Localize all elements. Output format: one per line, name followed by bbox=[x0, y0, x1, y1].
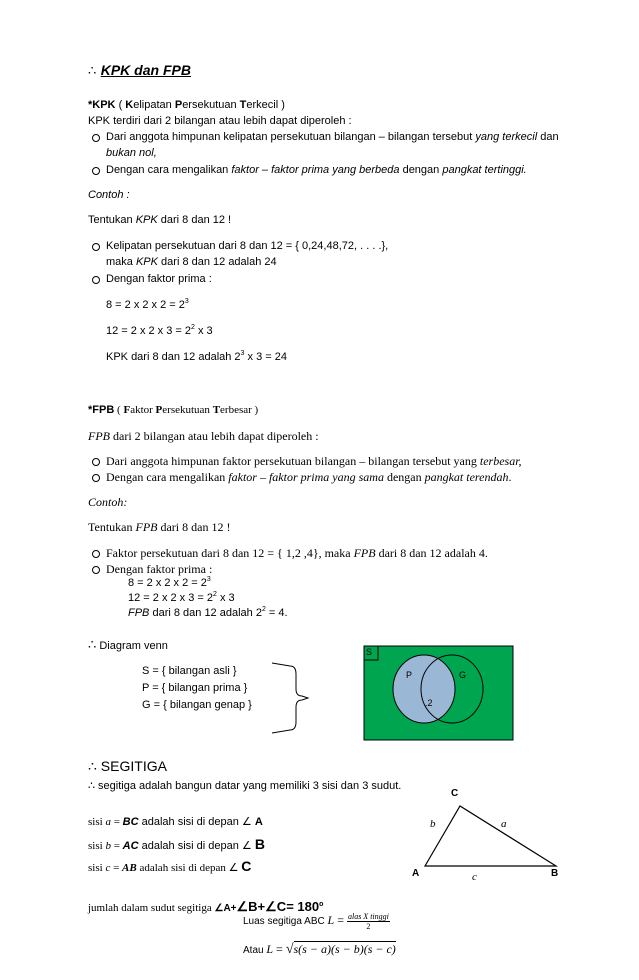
fpb-result: FPB dari 8 dan 12 adalah $2^2 = 4$. bbox=[128, 606, 288, 619]
bullet-icon bbox=[92, 566, 100, 574]
therefore-symbol: ∴ bbox=[88, 637, 97, 652]
kpk-factor-8: 8 = 2 x 2 x $2 = 2^3$ bbox=[106, 298, 189, 311]
side-b-label: b bbox=[430, 818, 436, 830]
circle-p bbox=[393, 655, 455, 723]
bullet-icon bbox=[92, 243, 100, 251]
vertex-b: B bbox=[551, 868, 559, 879]
triangle-shape bbox=[425, 806, 556, 866]
kpk-definition: *KPK ( Kelipatan Persekutuan Terkecil ) bbox=[88, 99, 285, 111]
kpk-bullet-2: Dengan cara mengalikan faktor – faktor prima yang berbeda dengan pangkat tertinggi. bbox=[106, 164, 527, 176]
segitiga-side-a: sisi a = BC adalah sisi di depan ∠ A bbox=[88, 816, 263, 828]
venn-set-s: S = { bilangan asli } bbox=[142, 665, 237, 677]
bullet-icon bbox=[92, 134, 100, 142]
fpb-bullet-1: Dari anggota himpunan faktor persekutuan bilangan – bilangan tersebut yang terbesar, bbox=[106, 454, 522, 468]
bullet-icon bbox=[92, 276, 100, 284]
segitiga-definition: ∴ segitiga adalah bangun datar yang memiliki 3 sisi dan 3 sudut. bbox=[88, 780, 402, 792]
fpb-contoh: Contoh: bbox=[88, 495, 128, 509]
bullet-icon bbox=[92, 474, 100, 482]
bullet-icon bbox=[92, 550, 100, 558]
kpk-heading bbox=[88, 62, 191, 80]
segitiga-side-b: sisi b = AC adalah sisi di depan ∠ B bbox=[88, 836, 265, 852]
kpk-bullet-1-line2: bukan nol, bbox=[106, 147, 157, 159]
kpk-factor-12: 12 = 2 x 2 x $3 = 2^2$ x 3 bbox=[106, 324, 213, 337]
therefore-symbol: ∴ bbox=[88, 63, 97, 78]
side-a-label: a bbox=[501, 818, 507, 830]
fpb-example-1: Faktor persekutuan dari 8 dan 12 = { 1,2 ,4}, maka FPB dari 8 dan 12 adalah 4. bbox=[106, 546, 488, 560]
segitiga-side-c: sisi c = AB adalah sisi di depan ∠ C bbox=[88, 858, 252, 874]
kpk-example-1: Kelipatan persekutuan dari 8 dan 12 = { 0,24,48,72, . . . .}, bbox=[106, 240, 389, 252]
fpb-definition: *FPB ( Faktor Persekutuan Terbesar ) bbox=[88, 404, 259, 416]
fpb-intro: FPB dari 2 bilangan atau lebih dapat diperoleh : bbox=[88, 429, 319, 443]
kpk-title: KPK dan FPB bbox=[100, 62, 191, 78]
venn-set-p: P = { bilangan prima } bbox=[142, 682, 248, 694]
kpk-bullet-1: Dari anggota himpunan kelipatan persekutuan bilangan – bilangan tersebut yang terkecil dan bbox=[106, 131, 559, 143]
venn-diagram bbox=[260, 640, 520, 745]
venn-set-g: G = { bilangan genap } bbox=[142, 699, 252, 711]
kpk-intro: KPK terdiri dari 2 bilangan atau lebih dapat diperoleh : bbox=[88, 115, 352, 127]
sqrt-icon: √ bbox=[285, 942, 294, 957]
therefore-symbol: ∴ bbox=[88, 758, 97, 774]
venn-heading: ∴ Diagram venn bbox=[88, 637, 168, 652]
bullet-icon bbox=[92, 167, 100, 175]
venn-label-s: S bbox=[366, 647, 373, 657]
venn-label-p: P bbox=[406, 670, 413, 680]
fpb-bullet-2: Dengan cara mengalikan faktor – faktor prima yang sama dengan pangkat terendah. bbox=[106, 470, 512, 484]
kpk-contoh: Contoh : bbox=[88, 189, 130, 201]
vertex-a: A bbox=[412, 868, 420, 879]
brace-shape bbox=[272, 663, 308, 733]
vertex-c: C bbox=[451, 788, 459, 799]
venn-label-g: G bbox=[459, 670, 467, 680]
heron-formula: Atau L = √s(s − a)(s − b)(s − c) bbox=[243, 942, 396, 957]
side-c-label: c bbox=[472, 871, 477, 883]
fpb-soal: Tentukan FPB dari 8 dan 12 ! bbox=[88, 520, 231, 534]
kpk-example-1-line2: maka KPK dari 8 dan 12 adalah 24 bbox=[106, 256, 277, 268]
luas-fraction: alas X tinggi 2 bbox=[347, 912, 389, 931]
fpb-factor-12: 12 = 2 x 2 x $3 = 2^2$ x 3 bbox=[128, 591, 235, 604]
fpb-factor-8: 8 = 2 x 2 x $2 = 2^3$ bbox=[128, 576, 211, 589]
segitiga-heading: ∴ SEGITIGA bbox=[88, 758, 167, 774]
luas-formula: Luas segitiga ABC L = alas X tinggi 2 bbox=[243, 912, 389, 931]
fpb-example-2: Dengan faktor prima : bbox=[106, 562, 213, 576]
segitiga-angle-sum: jumlah dalam sudut segitiga ∠A+∠B+∠C= $180^o$ bbox=[88, 899, 324, 914]
therefore-symbol: ∴ bbox=[88, 780, 95, 792]
bullet-icon bbox=[92, 458, 100, 466]
kpk-example-2: Dengan faktor prima : bbox=[106, 273, 212, 285]
kpk-soal: Tentukan KPK dari 8 dan 12 ! bbox=[88, 214, 232, 226]
venn-element-2: .2 bbox=[425, 698, 433, 708]
triangle-diagram bbox=[415, 795, 565, 875]
kpk-result: KPK dari 8 dan 12 adalah $2^3$ x 3 = 24 bbox=[106, 350, 287, 363]
